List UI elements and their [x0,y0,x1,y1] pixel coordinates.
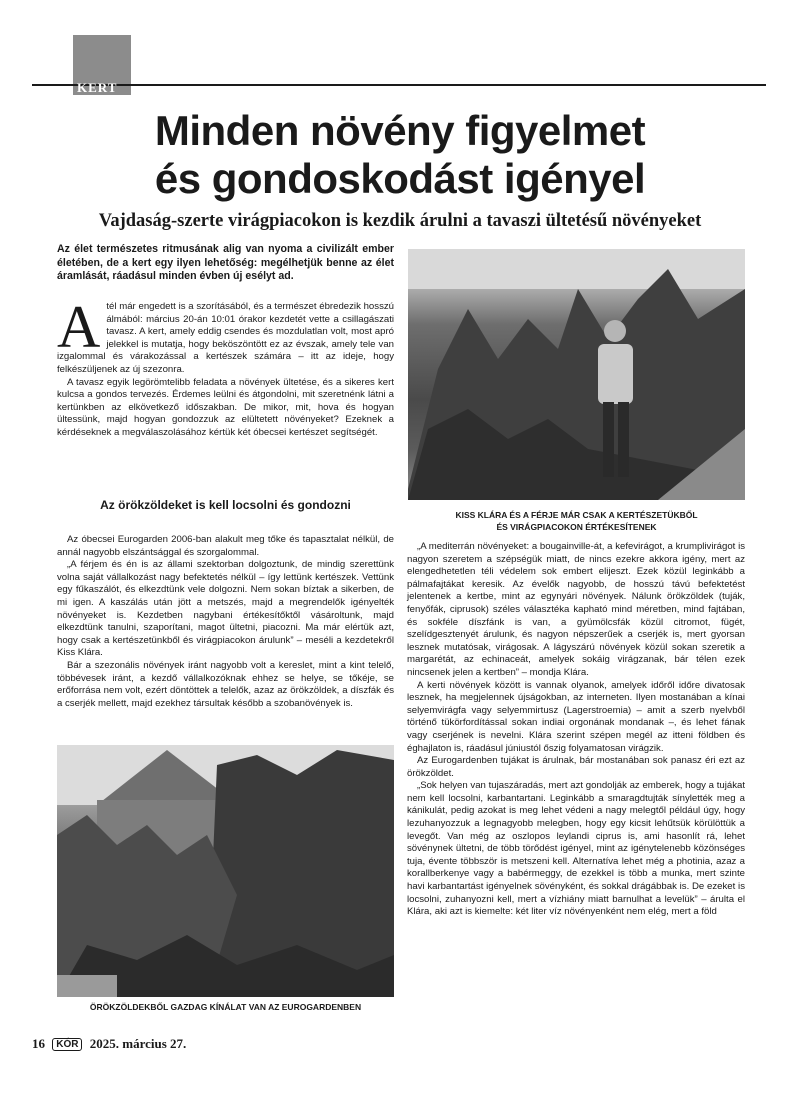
drop-cap: A [57,294,101,360]
top-rule [32,84,766,86]
headline-line-2: és gondoskodást igényel [154,155,646,202]
photo-gardener-illustration [408,249,745,500]
kor-logo: KÓR [52,1038,82,1051]
photo-gardener-caption-line-2: ÉS VIRÁGPIACOKON ÉRTÉKESÍTENEK [496,521,657,532]
right-paragraph-1: „A mediterrán növényeket: a bougainville-át, a kefevirágot, a krumplivirágot is nagyon szeretem a szépségük miatt, de nincs ezekre akkora igény, mert az elengedhetetlen téli védelem sok embert elijeszt. Ezek közül leginkább a pálmafajtákat keresik. Az évelők nagyobb, de hosszú távú befektetést jelentenek a kertbe, mint az egynyári növények. Nálunk örökzöldek (tuják, fenyőfák, ciprusok) széles választéka kapható mind méretben, mind fajtában, és sokféle díszfánk is van, a gyümölcsfák közül citromot, fügét, szelídgesztenyét árulunk, és nagyon népszerűek a cserjék is, mert gyorsan lesznek mutatósak, virágosak. A lágyszárú növények közül sokan szeretik a margarétát, az echinaceát, amelyek sokáig virágzanak, bár télen ezek nincsenek jelen a kertben” – mondja Klára. [407,541,745,678]
right-paragraph-2: A kerti növények között is vannak olyanok, amelyek időről időre divatosak lesznek, ha megjelennek újságokban, az interneten. Ilyen mostanában a kínai selyemvirágfa vagy selyemmirtusz (Lagerstroemia) – amit a szerb nyelvből történő tükörfordítással sokan indiai orgonának mondanak –, és lehet fának vagy cserjének is nevelni. Klára szerint szépen megél az itteni földben és éghajlaton is, ráadásul júniustól őszig folyamatosan virágzik. [407,679,745,754]
left-paragraph-2: „A férjem és én is az állami szektorban dolgoztunk, de mindig szerettünk volna saját vállalkozást nagy befektetés nélkül – így lettünk kertészek. Vettünk egy fűkaszálót, és elkezdtünk vele dolgozni. Nem sokan bíztak a sikerben, de mi igen. A kaszálás után jött a metszés, majd a megrendelők igényelték növényeket is. Kezdetben nagybani értékesítőktől vásároltunk, majd elkezdtünk tanulni, szaporítani, magot ültetni, piacozni. Ma már elértük azt, hogy csak a kertészetünkből és virágpiacokon árulunk” – meséli a kezdetekről Kiss Klára. [57,559,394,659]
right-body-column [407,541,745,919]
intro-column [57,294,394,440]
article-subtitle: Vajdaság-szerte virágpiacokon is kezdik árulni a tavaszi ültetésű növényeket [98,211,702,231]
photo-gardener [408,249,745,500]
left-paragraph-3: Bár a szezonális növények iránt nagyobb volt a kereslet, mint a kint telelő, többévesek iránt, a kezdő vállalkozóknak ehhez se helye, se tőkéje, se erőforrása nem volt, ezért döntöttek a telelők, azaz az örökzöldek, a díszfák és a cserjék mellett, majd ezekhez társultak később a szobanövények is. [57,659,394,709]
page-footer [32,1036,190,1052]
photo-gardener-caption [408,510,745,533]
intro-paragraph-2: A tavasz egyik legörömtelibb feladata a növények ültetése, és a sikeres kert kulcsa a gondos tervezés. Érdemes leülni és átgondolni, mit szeretnénk látni a kertünkben az elkövetkező időszakban. De mikor, mit, hova és hogyan ültessünk, majd hogyan gondozzuk az elültetett növényeket? Ezeknek a kérdéseknek a megválaszolásához kértük két óbecsei kertészet segítségét. [57,376,394,438]
photo-nursery-caption: ÖRÖKZÖLDEKBŐL GAZDAG KÍNÁLAT VAN AZ EUROGARDENBEN [89,1002,362,1012]
intro-paragraph-1 [57,294,394,377]
photo-gardener-caption-line-1: KISS KLÁRA ÉS A FÉRJE MÁR CSAK A KERTÉSZETÜKBŐL [455,510,698,520]
headline-line-1: Minden növény figyelmet [154,107,646,154]
left-paragraph-1: Az óbecsei Eurogarden 2006-ban alakult meg tőke és tapasztalat nélkül, de annál nagyobb elszántsággal és szorgalommal. [57,534,394,558]
photo-nursery-illustration [57,745,394,997]
intro-paragraph-1-text: tél már engedett is a szorításából, és a természet ébredezik hosszú álmából: március 20-án 10:01 órakor kezdetét vette a csillagászati tavasz. A kert, amely eddig csendes és mozdulatlan volt, most apró jelekkel is mutatja, hogy beköszöntött ez az évszak, amely tele van izgalommal és várakozással a kertészek számára – itt az ideje, hogy felkészüljenek az új szezonra. [57,301,394,375]
page-number: 16 [32,1036,45,1051]
photo-nursery [57,745,394,997]
section-label: KERT [77,80,118,95]
article-headline [60,107,740,203]
section-subheading: Az örökzöldeket is kell locsolni és gondozni [100,498,351,512]
issue-date: 2025. március 27. [89,1036,187,1051]
left-body-column [57,534,394,710]
right-paragraph-3: Az Eurogardenben tujákat is árulnak, bár mostanában sok panasz éri ezt az örökzöldet. [407,755,745,779]
right-paragraph-4: „Sok helyen van tujaszáradás, mert azt gondolják az emberek, hogy a tujákat nem kell locsolni, karbantartani. Leginkább a smaragdtujták sínylették meg a kánikulát, pedig azokat is meg lehet védeni a nagy melegtől például úgy, hogy lezuhanyozzuk a legnagyobb melegben, hogy egy kicsit lehűtsük körülöttük a levegőt. Van még az oszlopos leylandi ciprus is, ami hasonlít rá, lehet sövénynek ültetni, de több törődést igényel, mint az igénytelenebb közönséges tuja, évente többször is metszeni kell. Alternatíva lehet még a photinia, azaz a korallberkenye vagy a babérmeggy, de ezekkel is több a munka, mert szinte havi karbantartást igényelnek sövényként, és sokkal drágábbak is. De ezeket is locsolni, zuhanyozni kell, mert a vízhiány miatt barnulhat a levelük” – árulta el Klára, aki azt is kiemelte: két liter víz növényenként nem elég, mert a föld [407,780,745,918]
article-lead: Az élet természetes ritmusának alig van nyoma a civilizált ember életében, de a kert egy ilyen lehetőség: megélhetjük benne az élet áramlását, ráadásul minden évben új esélyt ad. [57,243,394,283]
